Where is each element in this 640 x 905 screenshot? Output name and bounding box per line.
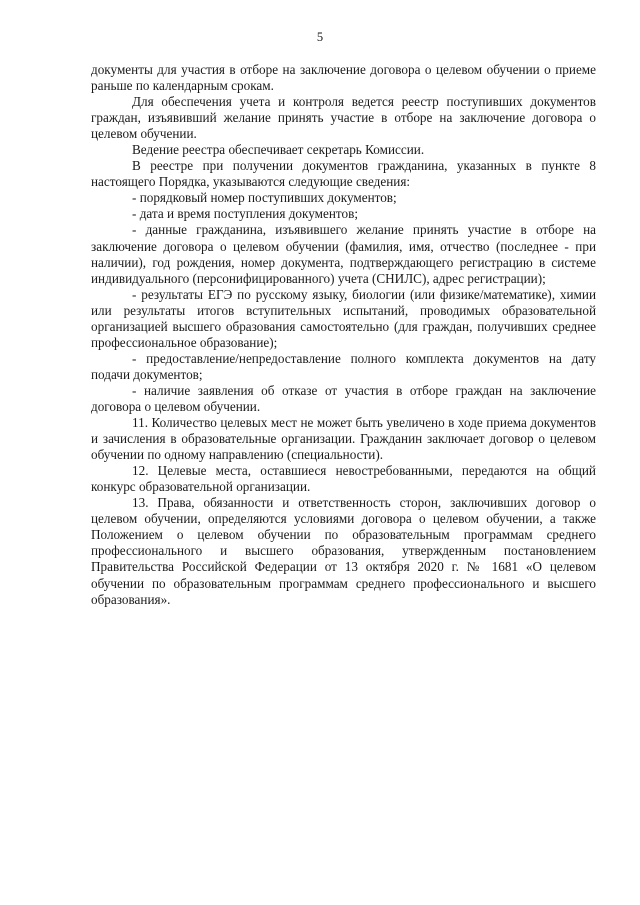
paragraph-clause-13: 13. Права, обязанности и ответственность сторон, заключивших договор о целевом обучении, определяются условиями договора о целевом обучении, а также Положением о целевом обучении по образовательным программам среднего профессионального и высшего образования, утвержденным постановлением Правительства Российской Федерации от 13 октября 2020 г. № 1681 «О целевом обучении по образовательным программам среднего профессионального и высшего образования». <box>91 495 596 607</box>
paragraph-registry-fields-intro: В реестре при получении документов гражданина, указанных в пункте 8 настоящего Порядка, указываются следующие сведения: <box>91 158 596 190</box>
paragraph-clause-11: 11. Количество целевых мест не может быть увеличено в ходе приема документов и зачисления в образовательные организации. Гражданин заключает договор о целевом обучении по одному направлению (специальности). <box>91 415 596 463</box>
list-item-serial-number: - порядковый номер поступивших документов; <box>132 190 397 206</box>
paragraph-registry: Для обеспечения учета и контроля ведется реестр поступивших документов граждан, изъявивший желание принять участие в отборе на заключение договора о целевом обучении. <box>91 94 596 142</box>
list-item-documents-package: - предоставление/непредоставление полного комплекта документов на дату подачи документов; <box>91 350 596 382</box>
list-item-withdrawal: - наличие заявления об отказе от участия в отборе граждан на заключение договора о целевом обучении. <box>91 382 596 414</box>
paragraph-clause-12: 12. Целевые места, оставшиеся невостребованными, передаются на общий конкурс образовательной организации. <box>91 463 596 495</box>
paragraph-registry-secretary: Ведение реестра обеспечивает секретарь Комиссии. <box>132 142 425 158</box>
list-item-citizen-data: - данные гражданина, изъявившего желание принять участие в отборе на заключение договора о целевом обучении (фамилия, имя, отчество (последнее - при наличии), год рождения, номер документа, подтверждающего регистрацию в системе индивидуального (персонифицированного) учета (СНИЛС), адрес регистрации); <box>91 222 596 286</box>
list-item-exam-results: - результаты ЕГЭ по русскому языку, биологии (или физике/математике), химии или результаты итогов вступительных испытаний, проводимых образовательной организацией высшего образования самостоятельно (для граждан, получивших среднее профессиональное образование); <box>91 286 596 350</box>
document-body <box>91 62 596 608</box>
paragraph-continuation: документы для участия в отборе на заключение договора о целевом обучении о приеме раньше по календарным срокам. <box>91 62 596 94</box>
page-number: 5 <box>316 30 324 44</box>
list-item-date-time: - дата и время поступления документов; <box>132 206 358 222</box>
